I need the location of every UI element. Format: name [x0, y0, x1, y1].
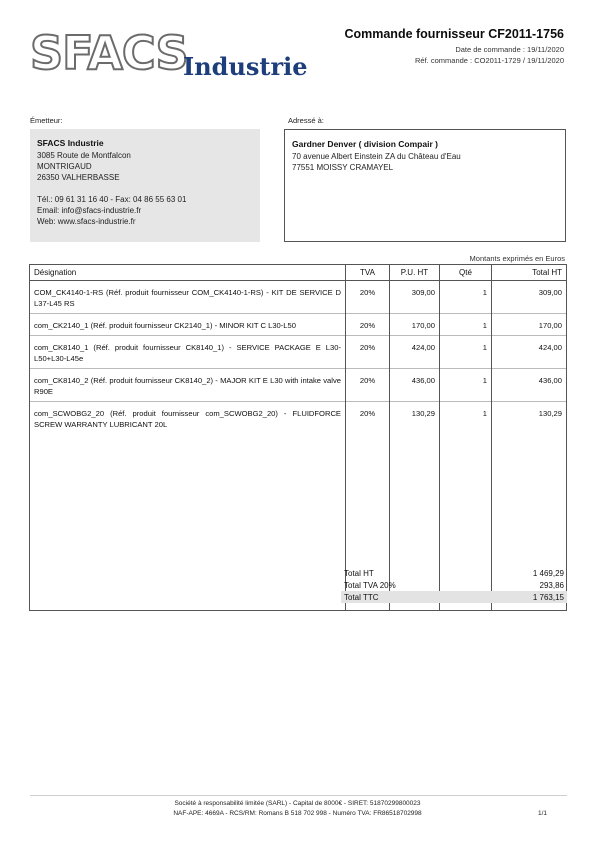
cell-total: 436,00	[492, 369, 567, 402]
totals-table	[341, 567, 567, 603]
recipient-address-1: 70 avenue Albert Einstein ZA du Château d'Eau	[292, 152, 461, 161]
total-ht-row	[341, 567, 567, 579]
document-title: Commande fournisseur CF2011-1756	[344, 27, 564, 41]
header-designation: Désignation	[30, 265, 346, 281]
order-items-table	[29, 264, 567, 611]
total-ttc-row	[341, 591, 567, 603]
logo-industrie-text: Industrie	[183, 52, 308, 81]
total-ht-value: 1 469,29	[532, 568, 564, 578]
total-tva-value: 293,86	[539, 580, 564, 590]
sender-email[interactable]: Email: info@sfacs-industrie.fr	[37, 206, 142, 215]
cell-tva: 20%	[346, 336, 390, 369]
cell-designation: com_CK2140_1 (Réf. produit fournisseur CK2140_1) - MINOR KIT C L30-L50	[30, 314, 346, 336]
footer-legal-line-1: Société à responsabilité limitée (SARL) - Capital de 8000€ - SIRET: 51870299800023	[174, 800, 421, 807]
cell-quantity: 1	[440, 369, 492, 402]
cell-tva: 20%	[346, 281, 390, 314]
table-row	[30, 369, 567, 402]
cell-tva: 20%	[346, 314, 390, 336]
order-date: Date de commande : 19/11/2020	[455, 45, 564, 54]
sender-address-3: 26350 VALHERBASSE	[37, 173, 120, 182]
total-tva-row	[341, 579, 567, 591]
currency-note: Montants exprimés en Euros	[469, 254, 565, 263]
sender-label: Émetteur:	[30, 116, 63, 125]
header-unit-price: P.U. HT	[390, 265, 440, 281]
cell-unit-price: 436,00	[390, 369, 440, 402]
cell-total: 130,29	[492, 402, 567, 435]
footer-divider	[30, 795, 567, 796]
footer-legal-line-2: NAF-APE: 4669A - RCS/RM: Romans B 518 702 998 - Numéro TVA: FR86518702998	[173, 810, 422, 817]
cell-quantity: 1	[440, 336, 492, 369]
recipient-name: Gardner Denver ( division Compair )	[292, 139, 438, 149]
cell-designation: com_CK8140_1 (Réf. produit fournisseur CK8140_1) - SERVICE PACKAGE E L30-L50+L30-L45e	[30, 336, 346, 369]
cell-designation: com_SCWOBG2_20 (Réf. produit fournisseur com_SCWOBG2_20) - FLUIDFORCE SCREW WARRANTY LUBRICANT 20L	[30, 402, 346, 435]
sender-phone: Tél.: 09 61 31 16 40 - Fax: 04 86 55 63 01	[37, 195, 187, 204]
cell-unit-price: 170,00	[390, 314, 440, 336]
cell-tva: 20%	[346, 402, 390, 435]
cell-total: 424,00	[492, 336, 567, 369]
recipient-address-2: 77551 MOISSY CRAMAYEL	[292, 163, 394, 172]
sender-address-2: MONTRIGAUD	[37, 162, 92, 171]
total-ttc-value: 1 763,15	[479, 591, 567, 603]
cell-quantity: 1	[440, 402, 492, 435]
sender-address-1: 3085 Route de Montfalcon	[37, 151, 131, 160]
cell-unit-price: 130,29	[390, 402, 440, 435]
page-number: 1/1	[537, 810, 547, 817]
cell-total: 170,00	[492, 314, 567, 336]
company-logo	[30, 26, 320, 90]
total-ht-label: Total HT	[344, 568, 374, 578]
table-row	[30, 281, 567, 314]
header-total-ht: Total HT	[492, 265, 567, 281]
header-quantity: Qté	[440, 265, 492, 281]
cell-quantity: 1	[440, 281, 492, 314]
sender-web[interactable]: Web: www.sfacs-industrie.fr	[37, 217, 136, 226]
recipient-label: Adressé à:	[288, 116, 324, 125]
table-header-row	[30, 265, 567, 281]
header-tva: TVA	[346, 265, 390, 281]
cell-designation: com_CK8140_2 (Réf. produit fournisseur CK8140_2) - MAJOR KIT E L30 with intake valve R90E	[30, 369, 346, 402]
cell-total: 309,00	[492, 281, 567, 314]
cell-tva: 20%	[346, 369, 390, 402]
recipient-box	[284, 129, 566, 242]
cell-designation: COM_CK4140-1-RS (Réf. produit fournisseur COM_CK4140-1-RS) - KIT DE SERVICE D L37-L45 RS	[30, 281, 346, 314]
cell-unit-price: 424,00	[390, 336, 440, 369]
total-ttc-label: Total TTC	[341, 591, 479, 603]
table-row	[30, 336, 567, 369]
logo-sfacs-text: SFACS	[30, 26, 188, 80]
table-row	[30, 314, 567, 336]
sender-name: SFACS Industrie	[37, 138, 104, 148]
total-tva-label: Total TVA 20%	[344, 580, 396, 590]
cell-quantity: 1	[440, 314, 492, 336]
table-row	[30, 402, 567, 435]
cell-unit-price: 309,00	[390, 281, 440, 314]
order-reference: Réf. commande : CO2011-1729 / 19/11/2020	[415, 56, 564, 65]
sender-box	[30, 129, 260, 242]
